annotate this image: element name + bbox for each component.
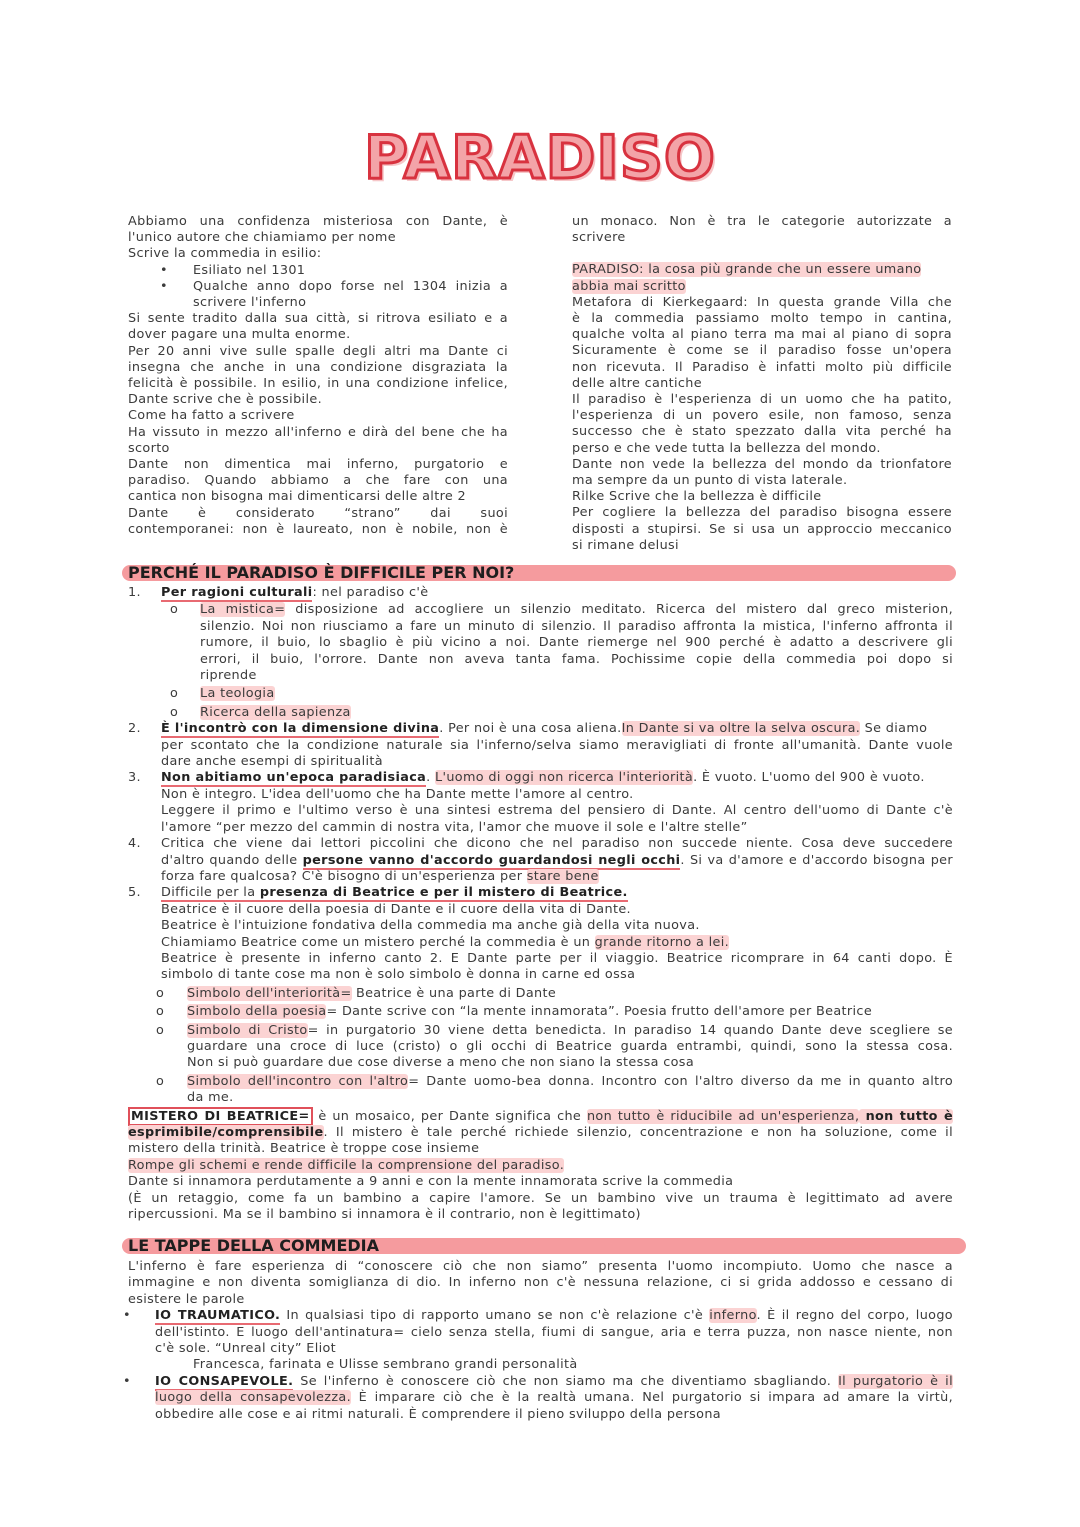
text-line: Dante scrive che è possibile. xyxy=(128,392,322,408)
list-item: • Qualche anno dopo forse nel 1304 inizia a xyxy=(160,278,508,294)
text-line: Scrive la commedia in esilio: xyxy=(128,246,322,262)
text-line: insegna che anche in una condizione disgraziata la xyxy=(128,359,508,375)
text-line: non ricevuta. Il Paradiso è infatti molto più difficile xyxy=(572,359,952,375)
text-line: d'altro quando delle persone vanno d'accordo guardandosi negli occhi. Si va d'amore e d'accordo bisogna per xyxy=(161,852,953,868)
text-line: disposti a stupirsi. Se si usa un approccio meccanico xyxy=(572,521,952,537)
text-line: Chiamiamo Beatrice come un mistero perché la commedia è un grande ritorno a lei. xyxy=(161,934,730,950)
text-line: Ha vissuto in mezzo all'inferno e dirà del bene che ha xyxy=(128,424,508,440)
right-column xyxy=(572,214,952,554)
text-line: Si sente tradito dalla sua città, si ritrova esiliato e a xyxy=(128,311,508,327)
left-column xyxy=(128,214,508,538)
text-line: delle altre cantiche xyxy=(572,375,702,391)
list-item: 2. È l'incontrò con la dimensione divina. Per noi è una cosa aliena.In Dante si va oltre la selva oscura. Se diamo xyxy=(128,721,928,737)
text-line: simbolo di tante cose ma non è solo simbolo è donna in carne ed ossa xyxy=(161,967,636,983)
list-item: 3. Non abitiamo un'epoca paradisiaca. L'uomo di oggi non ricerca l'interiorità. È vuoto. L'uomo del 900 è vuoto. xyxy=(128,770,925,786)
text-line: mistero della trinità. Beatrice è troppe cose insieme xyxy=(128,1141,480,1157)
text-line: Dante è considerato “strano” dai suoi xyxy=(128,505,508,521)
sub-item: o Ricerca della sapienza xyxy=(170,704,351,720)
text-line: l'amore “per mezzo del cammin di nostra vita, l'amor che muove il sole e l'altre stelle” xyxy=(161,819,748,835)
text-line: scorto xyxy=(128,440,170,456)
text-line: Per cogliere la bellezza del paradiso bisogna essere xyxy=(572,505,952,521)
sub-item: o La mistica= disposizione ad accogliere un silenzio meditato. Ricerca del mistero dal greco misterion, silenzio. Noi non riusciamo a fare un minuto di silenzio. Il paradiso affronta la mistica, l'inferno affronta il rumore, il buio, lo sbaglio è più vicino a noi. Dante riemerge nel 900 perché è adatto a descrivere gli errori, il buio, l'orrore. Dante non aveva tanta fama. Pochissime copie della commedia poi dopo si riprende xyxy=(170,602,953,684)
text-line: Rilke Scrive che la bellezza è difficile xyxy=(572,489,822,505)
sub-item: o La teologia xyxy=(170,686,275,702)
text-line: Il paradiso è l'esperienza di un uomo che ha patito, xyxy=(572,392,952,408)
text-line: dover pagare una multa enorme. xyxy=(128,327,351,343)
text-line: ma sempre da un punto di vista laterale. xyxy=(572,473,848,489)
list-item: • IO CONSAPEVOLE. Se l'inferno è conoscere ciò che non siamo ma che diventiamo sbagliando. Il purgatorio è il luogo della consapevolezza. È imparare ciò che è la realtà umana. Nel purgatorio si impara ad amare la virtù, obbedire alle cose e ai ritmi naturali. È comprendere il pieno sviluppo della persona xyxy=(123,1373,954,1422)
text-line: dare anche esempi di spiritualità xyxy=(161,754,383,770)
text-line: Beatrice è presente in inferno canto 2. E Dante parte per il viaggio. Beatrice ricomprare in 64 canti dopo. È xyxy=(161,950,953,966)
page-title: PARADISO xyxy=(364,123,716,193)
text-line: Beatrice è l'intuizione fondativa della commedia ma anche già della vita nuova. xyxy=(161,918,700,934)
list-item: • Esiliato nel 1301 xyxy=(160,262,306,278)
text-line: contemporanei: non è laureato, non è nobile, non è xyxy=(128,521,508,537)
bullet-icon: • xyxy=(160,278,168,294)
text-line: (È un retaggio, come fa un bambino a capire l'amore. Se un bambino vive un trauma è legittimato ad avere xyxy=(128,1190,953,1206)
text-line: L'inferno è fare esperienza di “conoscere ciò che non siamo” presenta l'uomo incompiuto. Uomo che nasce a xyxy=(128,1259,953,1274)
section-body xyxy=(123,1259,954,1423)
section-heading: LE TAPPE DELLA COMMEDIA xyxy=(122,1238,966,1254)
text-line: esprimibile/comprensibile. Il mistero è tale perché richiede silenzio, concentrazione e non ha soluzione, come il xyxy=(128,1125,953,1140)
list-item: • IO TRAUMATICO. In qualsiasi tipo di rapporto umano se non c'è relazione c'è inferno. È il regno del corpo, luogo dell'istinto. E luogo dell'antinatura= cielo senza stella, fiumi di sangue, aria e terra puzza, non nasce niente, non c'è sole. “Unreal city” Eliot Francesca, farinata e Ulisse sembrano grandi personalità xyxy=(123,1308,953,1373)
text-line: abbia mai scritto xyxy=(572,278,686,294)
text-line: esistere le parole xyxy=(128,1291,245,1307)
text-line: Abbiamo una confidenza misteriosa con Dante, è xyxy=(128,214,508,229)
text-line: MISTERO DI BEATRICE= è un mosaico, per Dante significa che non tutto è riducibile ad un'esperienza, non tutto è xyxy=(128,1109,953,1125)
text-line: Non è integro. L'idea dell'uomo che ha Dante mette l'amore al centro. xyxy=(161,786,634,802)
text-line: cantica non bisogna mai dimenticarsi delle altre 2 xyxy=(128,489,467,505)
text-line: per scontato che la condizione naturale sia l'inferno/selva siamo meravigliati di fronte all'umanità. Dante vuole xyxy=(161,737,953,753)
text-line: Dante non vede la bellezza del mondo da trionfatore xyxy=(572,456,952,472)
text-line: successo che è stato spezzato dalla vita perché ha xyxy=(572,424,952,440)
text-line: Beatrice è il cuore della poesia di Dante e il cuore della vita di Dante. xyxy=(161,901,631,917)
text-line: Dante non dimentica mai inferno, purgatorio e xyxy=(128,457,508,473)
text-line: Leggere il primo e l'ultimo verso è una sintesi estrema del pensiero di Dante. Al centro dell'uomo di Dante c'è xyxy=(161,803,953,819)
text-line: qualche volta al piano terra ma mai al piano di sopra xyxy=(572,327,952,343)
sub-item: o Simbolo dell'incontro con l'altro= Dante uomo-bea donna. Incontro con l'altro diverso da me in quanto altro da me. xyxy=(156,1073,953,1106)
text-line: PARADISO: la cosa più grande che un essere umano xyxy=(572,262,922,278)
text-line: paradiso. Quando abbiamo a che fare con una xyxy=(128,473,508,489)
text-line: Sicuramente è come se il paradiso fosse un'opera xyxy=(572,343,952,359)
text-line: l'esperienza di un povero esile, non famoso, senza xyxy=(572,408,952,424)
text-line: Come ha fatto a scrivere xyxy=(128,408,295,424)
bullet-icon: • xyxy=(160,262,168,278)
text-line: Rompe gli schemi e rende difficile la comprensione del paradiso. xyxy=(128,1157,565,1173)
text-line: è la commedia passiamo molto tempo in cantina, xyxy=(572,311,952,327)
text-line: Metafora di Kierkegaard: In questa grande Villa che xyxy=(572,294,952,310)
list-item: 1. Per ragioni culturali: nel paradiso c'è xyxy=(128,585,429,600)
section-heading: PERCHÉ IL PARADISO È DIFFICILE PER NOI? xyxy=(122,565,956,581)
text-line: perso e che vede tutta la bellezza del mondo. xyxy=(572,440,881,456)
text-line: Dante si innamora perdutamente a 9 anni e con la mente innamorata scrive la commedia xyxy=(128,1174,734,1190)
sub-item: o Simbolo della poesia= Dante scrive con “la mente innamorata”. Poesia frutto dell'amore per Beatrice xyxy=(156,1004,873,1020)
text-line: si rimane delusi xyxy=(572,537,679,553)
text-line: immagine e non diventa somiglianza di dio. In inferno non c'è nessuna relazione, ci si grida addosso e cessano di xyxy=(128,1275,953,1291)
section-body xyxy=(128,585,953,1223)
sub-item: o Simbolo dell'interiorità= Beatrice è una parte di Dante xyxy=(156,985,557,1001)
text-line: ripercussioni. Ma se il bambino si innamora è il contrario, non è legittimato) xyxy=(128,1207,641,1223)
text-line: l'unico autore che chiamiamo per nome xyxy=(128,230,396,246)
list-item: 4. Critica che viene dai lettori piccolini che dicono che nel paradiso non succede niente. Cosa deve succedere xyxy=(128,836,953,852)
sub-item: o Simbolo di Cristo= in purgatorio 30 viene detta benedicta. In paradiso 14 quando Dante deve scegliere se guardare una croce di luce (cristo) o gli occhi di Beatrice guarda entrambi, quindi, sono la stessa cosa. Non si può guardare due cose diverse a meno che non siano la stessa cosa xyxy=(156,1022,954,1071)
text-line: scrivere xyxy=(572,230,626,246)
list-item-cont: scrivere l'inferno xyxy=(193,295,307,311)
text-line: un monaco. Non è tra le categorie autorizzate a xyxy=(572,214,952,229)
text-line: Per 20 anni vive sulle spalle degli altri ma Dante ci xyxy=(128,343,508,359)
text-line: forza fare qualcosa? C'è bisogno di un'esperienza per stare bene xyxy=(161,868,599,884)
text-line: felicità è possibile. In esilio, in una condizione infelice, xyxy=(128,376,508,392)
list-item: 5. Difficile per la presenza di Beatrice e per il mistero di Beatrice. xyxy=(128,885,628,901)
